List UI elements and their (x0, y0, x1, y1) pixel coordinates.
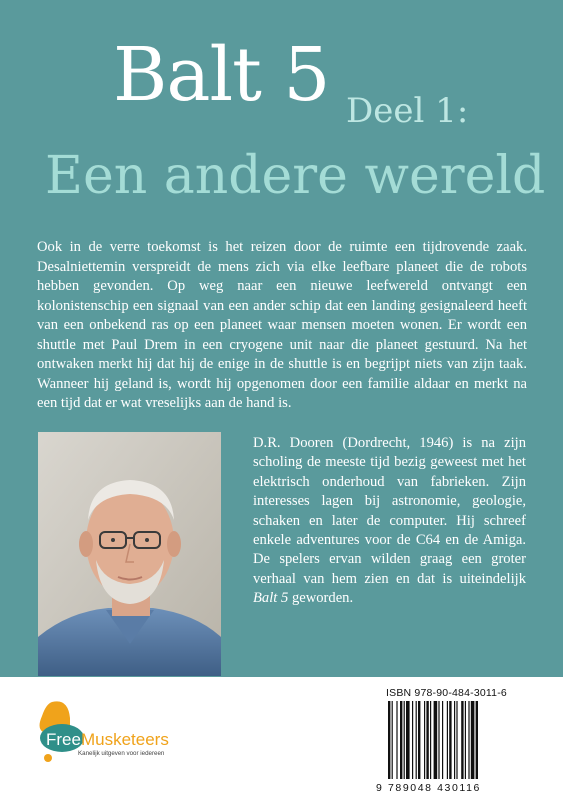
book-title: Balt 5 (113, 32, 330, 118)
book-subtitle: Een andere wereld (45, 146, 546, 206)
author-bio: D.R. Dooren (Dordrecht, 1946) is na zijn scholing de meeste tijd bezig geweest met het elektrisch onderhoud van fabrieken. Zijn interesses lagen bij astronomie, geologie, schaken en later de computer. Hij schreef enkele adventures voor de C64 en de Amiga. De spelers ervan wilden graag een groter verhaal van hem zien en dat is uiteindelijk Balt 5 geworden. (253, 435, 526, 607)
isbn-barcode (376, 687, 514, 795)
author-photo (38, 432, 221, 676)
barcode-bars (388, 701, 506, 781)
publisher-logo (38, 700, 218, 770)
publisher-name: FreeMusketeers (46, 730, 169, 749)
publisher-tagline: Kanelijk uitgeven voor iedereen (78, 750, 165, 757)
synopsis-text: Ook in de verre toekomst is het reizen door de ruimte een tijdrovende zaak. Desalniettemin verspreidt de mens zich via elke leefbare planeet die de robots hebben gevonden. Op weg naar een nieuwe leefwereld ontvangt een kolonistenschip een signaal van een ander schip dat een landing gesignaleerd heeft van een onbekend ras op een planeet waar mensen moeten wonen. Er wordt een shuttle met Paul Drem in een cryogene unit naar die planeet gestuurd. Na het ontwaken merkt hij dat hij de enige in de shuttle is en begrijpt niets van zijn taak. Wanneer hij geland is, wordt hij opgenomen door een familie aldaar en merkt na een tijd dat er wat vreselijks aan de hand is. (37, 239, 527, 411)
part-label: Deel 1: (346, 91, 469, 131)
barcode-digits: 9 789048 430116 (376, 782, 481, 794)
isbn-label: ISBN 978-90-484-3011-6 (386, 687, 507, 699)
